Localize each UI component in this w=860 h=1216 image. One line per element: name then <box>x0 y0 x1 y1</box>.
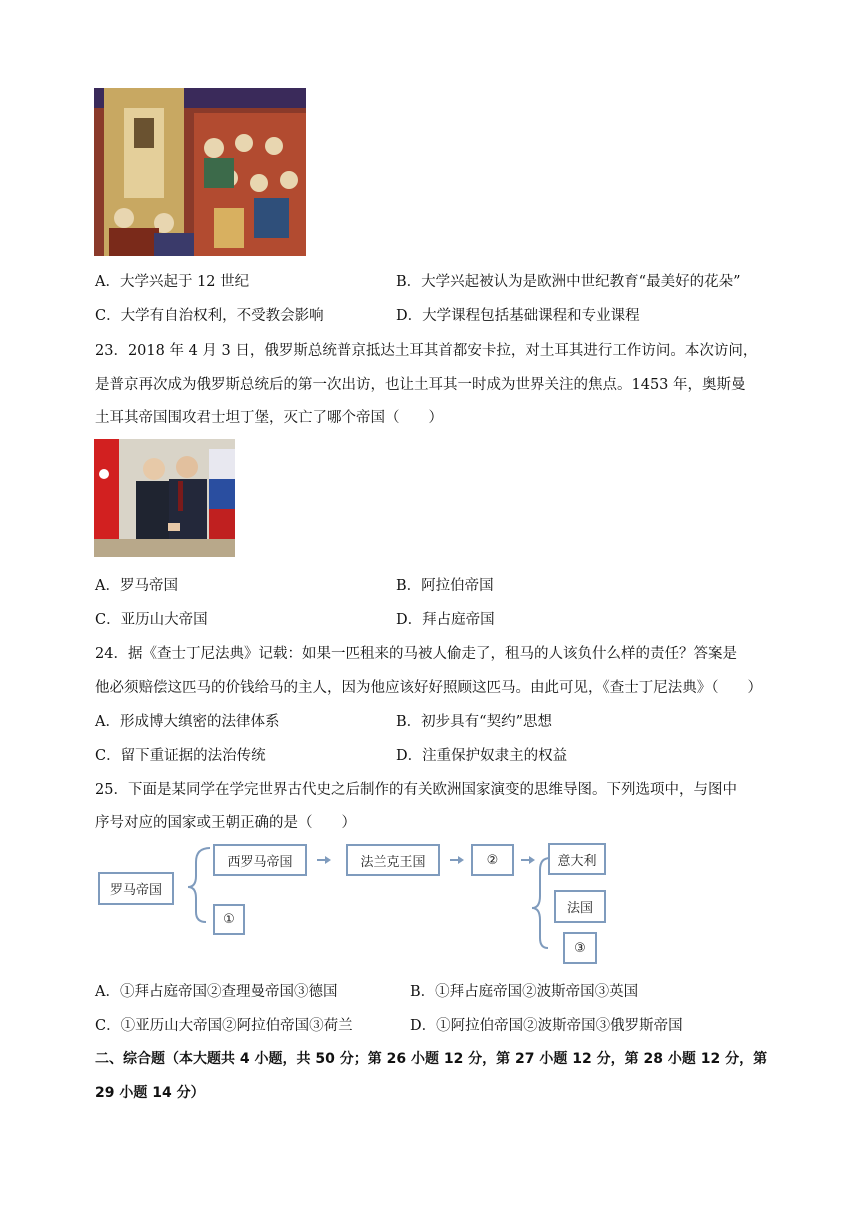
section2-heading-line-2: 29 小题 14 分） <box>95 1085 205 1101</box>
q23-stem-line-1: 23．2018 年 4 月 3 日，俄罗斯总统普京抵达土耳其首都安卡拉，对土耳其进行工作访问。本次访问， <box>95 343 758 359</box>
mindmap-node-2: ② <box>471 844 514 876</box>
q22-option-d: D．大学课程包括基础课程和专业课程 <box>396 308 640 324</box>
mindmap-node-3: ③ <box>563 932 597 964</box>
q24-option-c: C．留下重证据的法治传统 <box>95 748 266 764</box>
q25-stem-line-2: 序号对应的国家或王朝正确的是（ ） <box>95 815 356 831</box>
q25-stem-line-1: 25．下面是某同学在学完世界古代史之后制作的有关欧洲国家演变的思维导图。下列选项中，与图中 <box>95 782 737 798</box>
section2-heading-line-1: 二、综合题（本大题共 4 小题，共 50 分；第 26 小题 12 分，第 27 小题 12 分，第 28 小题 12 分，第 <box>95 1051 768 1067</box>
q24-option-a: A．形成博大缜密的法律体系 <box>95 714 280 730</box>
q23-stem-line-2: 是普京再次成为俄罗斯总统后的第一次出访，也让土耳其一时成为世界关注的焦点。1453 年，奥斯曼 <box>95 377 746 393</box>
q22-option-c: C．大学有自治权利，不受教会影响 <box>95 308 324 324</box>
mindmap-root-rome: 罗马帝国 <box>98 872 174 905</box>
q23-stem-line-3: 土耳其帝国围攻君士坦丁堡，灭亡了哪个帝国（ ） <box>95 410 443 426</box>
q23-option-d: D．拜占庭帝国 <box>396 612 495 628</box>
mindmap-west-rome: 西罗马帝国 <box>213 844 307 876</box>
q24-stem-line-1: 24．据《查士丁尼法典》记载：如果一匹租来的马被人偷走了，租马的人该负什么样的责任？答案是 <box>95 646 737 662</box>
q22-option-b: B．大学兴起被认为是欧洲中世纪教育“最美好的花朵” <box>396 274 741 290</box>
q23-option-c: C．亚历山大帝国 <box>95 612 208 628</box>
q24-option-d: D．注重保护奴隶主的权益 <box>396 748 568 764</box>
mindmap-frank: 法兰克王国 <box>346 844 440 876</box>
q25-option-a: A．①拜占庭帝国②查理曼帝国③德国 <box>95 984 338 1000</box>
mindmap-node-1: ① <box>213 904 245 935</box>
mindmap-italy: 意大利 <box>548 843 606 875</box>
q23-option-a: A．罗马帝国 <box>95 578 178 594</box>
q22-option-a: A．大学兴起于 12 世纪 <box>95 274 250 290</box>
q25-option-b: B．①拜占庭帝国②波斯帝国③英国 <box>410 984 639 1000</box>
q24-stem-line-2: 他必须赔偿这匹马的价钱给马的主人，因为他应该好好照顾这匹马。由此可见，《查士丁尼法典》（ ） <box>95 680 762 696</box>
q23-option-b: B．阿拉伯帝国 <box>396 578 494 594</box>
q25-option-d: D．①阿拉伯帝国②波斯帝国③俄罗斯帝国 <box>410 1018 683 1034</box>
mindmap-france: 法国 <box>554 890 606 923</box>
q25-option-c: C．①亚历山大帝国②阿拉伯帝国③荷兰 <box>95 1018 353 1034</box>
q24-option-b: B．初步具有“契约”思想 <box>396 714 552 730</box>
